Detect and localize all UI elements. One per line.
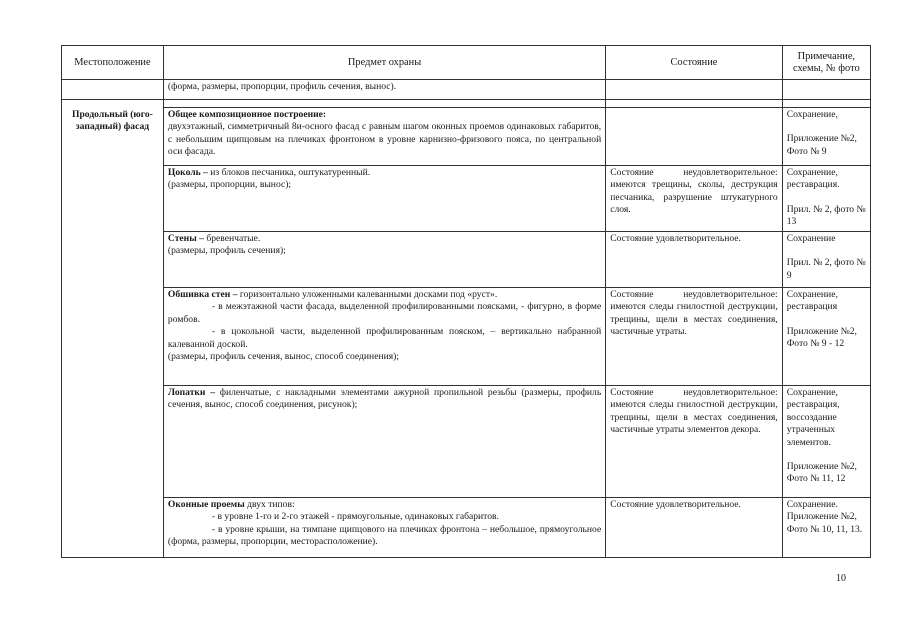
state-cell [606,108,783,166]
header-state: Состояние [606,46,783,80]
header-note [782,46,870,80]
table-row [62,232,871,288]
row-title: Лопатки – [167,387,216,398]
table-row [62,108,871,166]
continuation-note [782,80,870,100]
row-sub1: - в межэтажной части фасада, выделенной профилированными поясками, - фигурно, в форме ромбов. [167,301,602,325]
facade-location: Продольный (юго-западный) фасад [72,108,153,132]
row-title: Обшивка стен – [167,289,238,300]
subject-cell [163,108,605,166]
header-note-line2: схемы, № фото [793,63,860,74]
row-text: горизонтально уложенными калеванными досками под «руст». [239,289,498,300]
note-cell [782,386,870,498]
table-row [62,498,871,558]
note-line2: Приложение №2, Фото № 11, 12 [786,461,857,485]
facade-location-cell [62,108,164,558]
note-line2: Приложение №2, Фото № 9 - 12 [786,325,857,350]
subject-cell [163,232,605,288]
state-cell: Состояние неудовлетворительное: имеются следы гнилостной деструкции, трещины, щели в местах соединения, частичные утраты. [606,288,783,386]
note-line1: Сохранение, реставрация, воссоздание утраченных элементов. [786,387,840,448]
row-sub1: - в уровне 1-го и 2-го этажей - прямоугольные, одинаковых габаритов. [211,511,499,523]
row-sub2: - в уровне крыши, на тимпане щипцового на плечиках фронтона – небольшое, прямоугольное (форма, размеры, пропорции, месторасположение). [167,523,602,548]
subject-cell [163,166,605,232]
note-line2: Прил. № 2, фото № 13 [786,203,866,228]
row-text: двухэтажный, симметричный 8и-осного фасад с равным шагом оконных проемов одинаковых габаритов, с небольшим щипцовым на плечиках фронтоном в уровне карнизно-фризового пояса, по центральной оси фасада. [167,121,602,158]
state-cell: Состояние удовлетворительное. [606,498,783,558]
row-title: Общее композиционное построение: [167,109,327,120]
note-cell [782,232,870,288]
subject-cell [163,288,605,386]
row-text2: (размеры, профиль сечения); [167,245,286,257]
note-cell [782,166,870,232]
row-title: Цоколь – [167,167,208,178]
table-row [62,166,871,232]
continuation-subject: (форма, размеры, пропорции, профиль сечения, вынос). [163,80,605,100]
row-text: филенчатые, с накладными элементами ажурной пропильной резьбы (размеры, профиль сечения, вынос, способ соединения, рисунок); [167,387,602,411]
header-note-line1: Примечание, [797,50,856,62]
row-title: Стены – [167,233,204,244]
header-location: Местоположение [62,46,164,80]
subject-cell [163,498,605,558]
table-header-row [62,46,871,80]
state-cell: Состояние неудовлетворительное: имеются следы гнилостной деструкции, трещины, щели в местах соединения, частичные утраты элементов декора. [606,386,783,498]
row-text: из блоков песчаника, оштукатуренный. [210,167,371,178]
note-line1: Сохранение, [786,109,838,120]
protection-table [61,45,871,558]
continuation-row [62,80,871,100]
header-subject: Предмет охраны [163,46,605,80]
row-text: бревенчатые. [206,233,261,244]
note-cell [782,498,870,558]
state-cell: Состояние удовлетворительное. [606,232,783,288]
subject-cell [163,386,605,498]
row-text2: (размеры, пропорции, вынос); [167,179,292,191]
continuation-state [606,80,783,100]
continuation-location [62,80,164,100]
note-line2: Приложение №2, Фото № 10, 11, 13. [786,511,863,535]
note-cell [782,108,870,166]
note-line2: Прил. № 2, фото № 9 [786,257,866,281]
note-line1: Сохранение, реставрация. [786,167,840,191]
note-line2: Приложение №2, Фото № 9 [786,133,857,157]
row-title: Оконные проемы [167,499,245,510]
table-row [62,288,871,386]
note-line1: Сохранение. [786,499,838,510]
row-text2: (размеры, профиль сечения, вынос, способ соединения); [167,351,399,363]
spacer-row [62,100,871,108]
note-cell [782,288,870,386]
note-line1: Сохранение [786,233,836,244]
row-sub2: - в цокольной части, выделенной профилированным пояском, – вертикально набранной калеванной доской. [167,326,602,350]
note-line1: Сохранение, реставрация [786,289,838,313]
page-number: 10 [836,573,846,584]
table-row [62,386,871,498]
row-text: двух типов: [247,499,295,510]
state-cell: Состояние неудовлетворительное: имеются трещины, сколы, деструкция песчаника, разрушение штукатурного слоя. [606,166,783,232]
